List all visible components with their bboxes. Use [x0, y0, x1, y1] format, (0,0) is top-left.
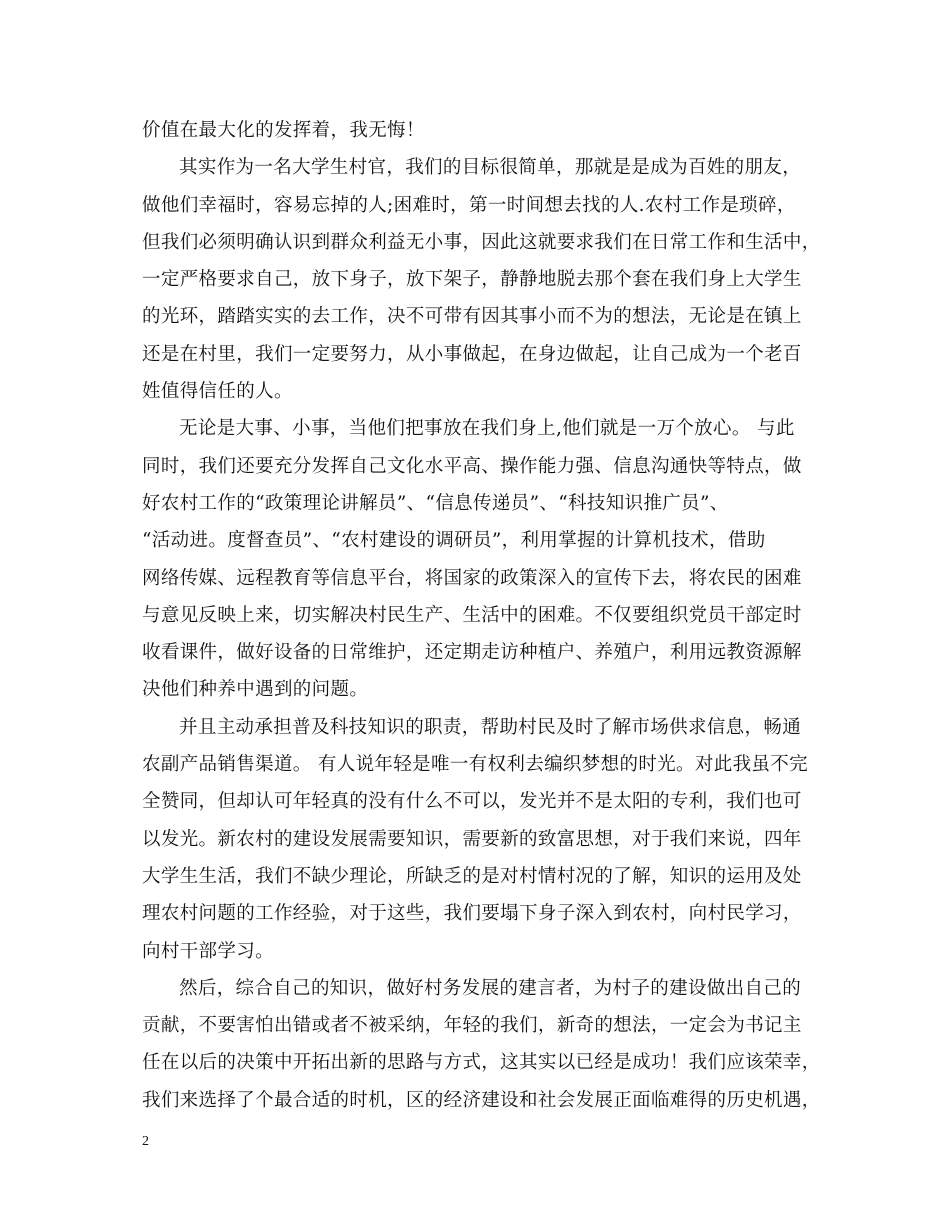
- text-line: 无论是大事、小事，当他们把事放在我们身上,他们就是一万个放心。 与此: [179, 418, 795, 440]
- text-line: 农副产品销售渠道。 有人说年轻是唯一有权利去编织梦想的时光。对此我虽不完: [142, 754, 808, 776]
- text-line: 做他们幸福时，容易忘掉的人;困难时，第一时间想去找的人.农村工作是琐碎，: [142, 194, 796, 216]
- text-line: 理农村问题的工作经验，对于这些，我们要塌下身子深入到农村，向村民学习，: [142, 903, 802, 925]
- text-line: 同时，我们还要充分发挥自己文化水平高、操作能力强、信息沟通快等特点，做: [142, 455, 802, 477]
- text-line: 大学生生活，我们不缺少理论，所缺乏的是对村情村况的了解，知识的运用及处: [142, 865, 802, 887]
- text-line: 全赞同，但却认可年轻真的没有什么不可以，发光并不是太阳的专利，我们也可: [142, 791, 802, 813]
- text-line: 好农村工作的“政策理论讲解员”、“信息传递员”、“科技知识推广员”、: [142, 492, 729, 514]
- text-line: 其实作为一名大学生村官，我们的目标很简单，那就是是成为百姓的朋友，: [179, 157, 802, 179]
- paragraph: [142, 410, 832, 708]
- text-line: 但我们必须明确认识到群众利益无小事，因此这就要求我们在日常工作和生活中，: [142, 231, 821, 253]
- text-line: 还是在村里，我们一定要努力，从小事做起，在身边做起，让自己成为一个老百: [142, 343, 802, 365]
- text-line: 与意见反映上来，切实解决村民生产、生活中的困难。不仅要组织党员干部定时: [142, 604, 802, 626]
- text-line: 一定严格要求自己，放下身子，放下架子，静静地脱去那个套在我们身上大学生: [142, 269, 802, 291]
- text-line: 然后，综合自己的知识，做好村务发展的建言者，为村子的建设做出自己的: [179, 977, 802, 999]
- text-line: 我们来选择了个最合适的时机，区的经济建设和社会发展正面临难得的历史机遇，: [142, 1089, 821, 1111]
- document-body: [142, 112, 832, 1119]
- text-line: 收看课件，做好设备的日常维护，还定期走访种植户、养殖户，利用远教资源解: [142, 642, 802, 664]
- paragraph: [142, 970, 832, 1119]
- paragraph: [142, 709, 832, 970]
- text-line: “活动进。度督查员”、“农村建设的调研员”，利用掌握的计算机技术，借助: [142, 530, 766, 552]
- text-line: 向村干部学习。: [142, 940, 274, 962]
- text-line: 任在以后的决策中开拓出新的思路与方式，这其实以已经是成功！我们应该荣幸，: [142, 1052, 821, 1074]
- text-line: 价值在最大化的发挥着，我无悔！: [142, 120, 425, 141]
- text-line: 以发光。新农村的建设发展需要知识，需要新的致富思想，对于我们来说，四年: [142, 828, 802, 850]
- page-number: 2: [142, 1134, 149, 1149]
- text-line: 决他们种养中遇到的问题。: [142, 679, 369, 701]
- paragraph: [142, 149, 832, 410]
- text-line: 姓值得信任的人。: [142, 381, 293, 403]
- paragraph: [142, 112, 832, 149]
- text-line: 的光环，踏踏实实的去工作，决不可带有因其事小而不为的想法，无论是在镇上: [142, 306, 802, 328]
- text-line: 贡献，不要害怕出错或者不被采纳，年轻的我们，新奇的想法，一定会为书记主: [142, 1015, 802, 1037]
- text-line: 并且主动承担普及科技知识的职责，帮助村民及时了解市场供求信息，畅通: [179, 716, 802, 738]
- text-line: 网络传媒、远程教育等信息平台，将国家的政策深入的宣传下去，将农民的困难: [142, 567, 802, 589]
